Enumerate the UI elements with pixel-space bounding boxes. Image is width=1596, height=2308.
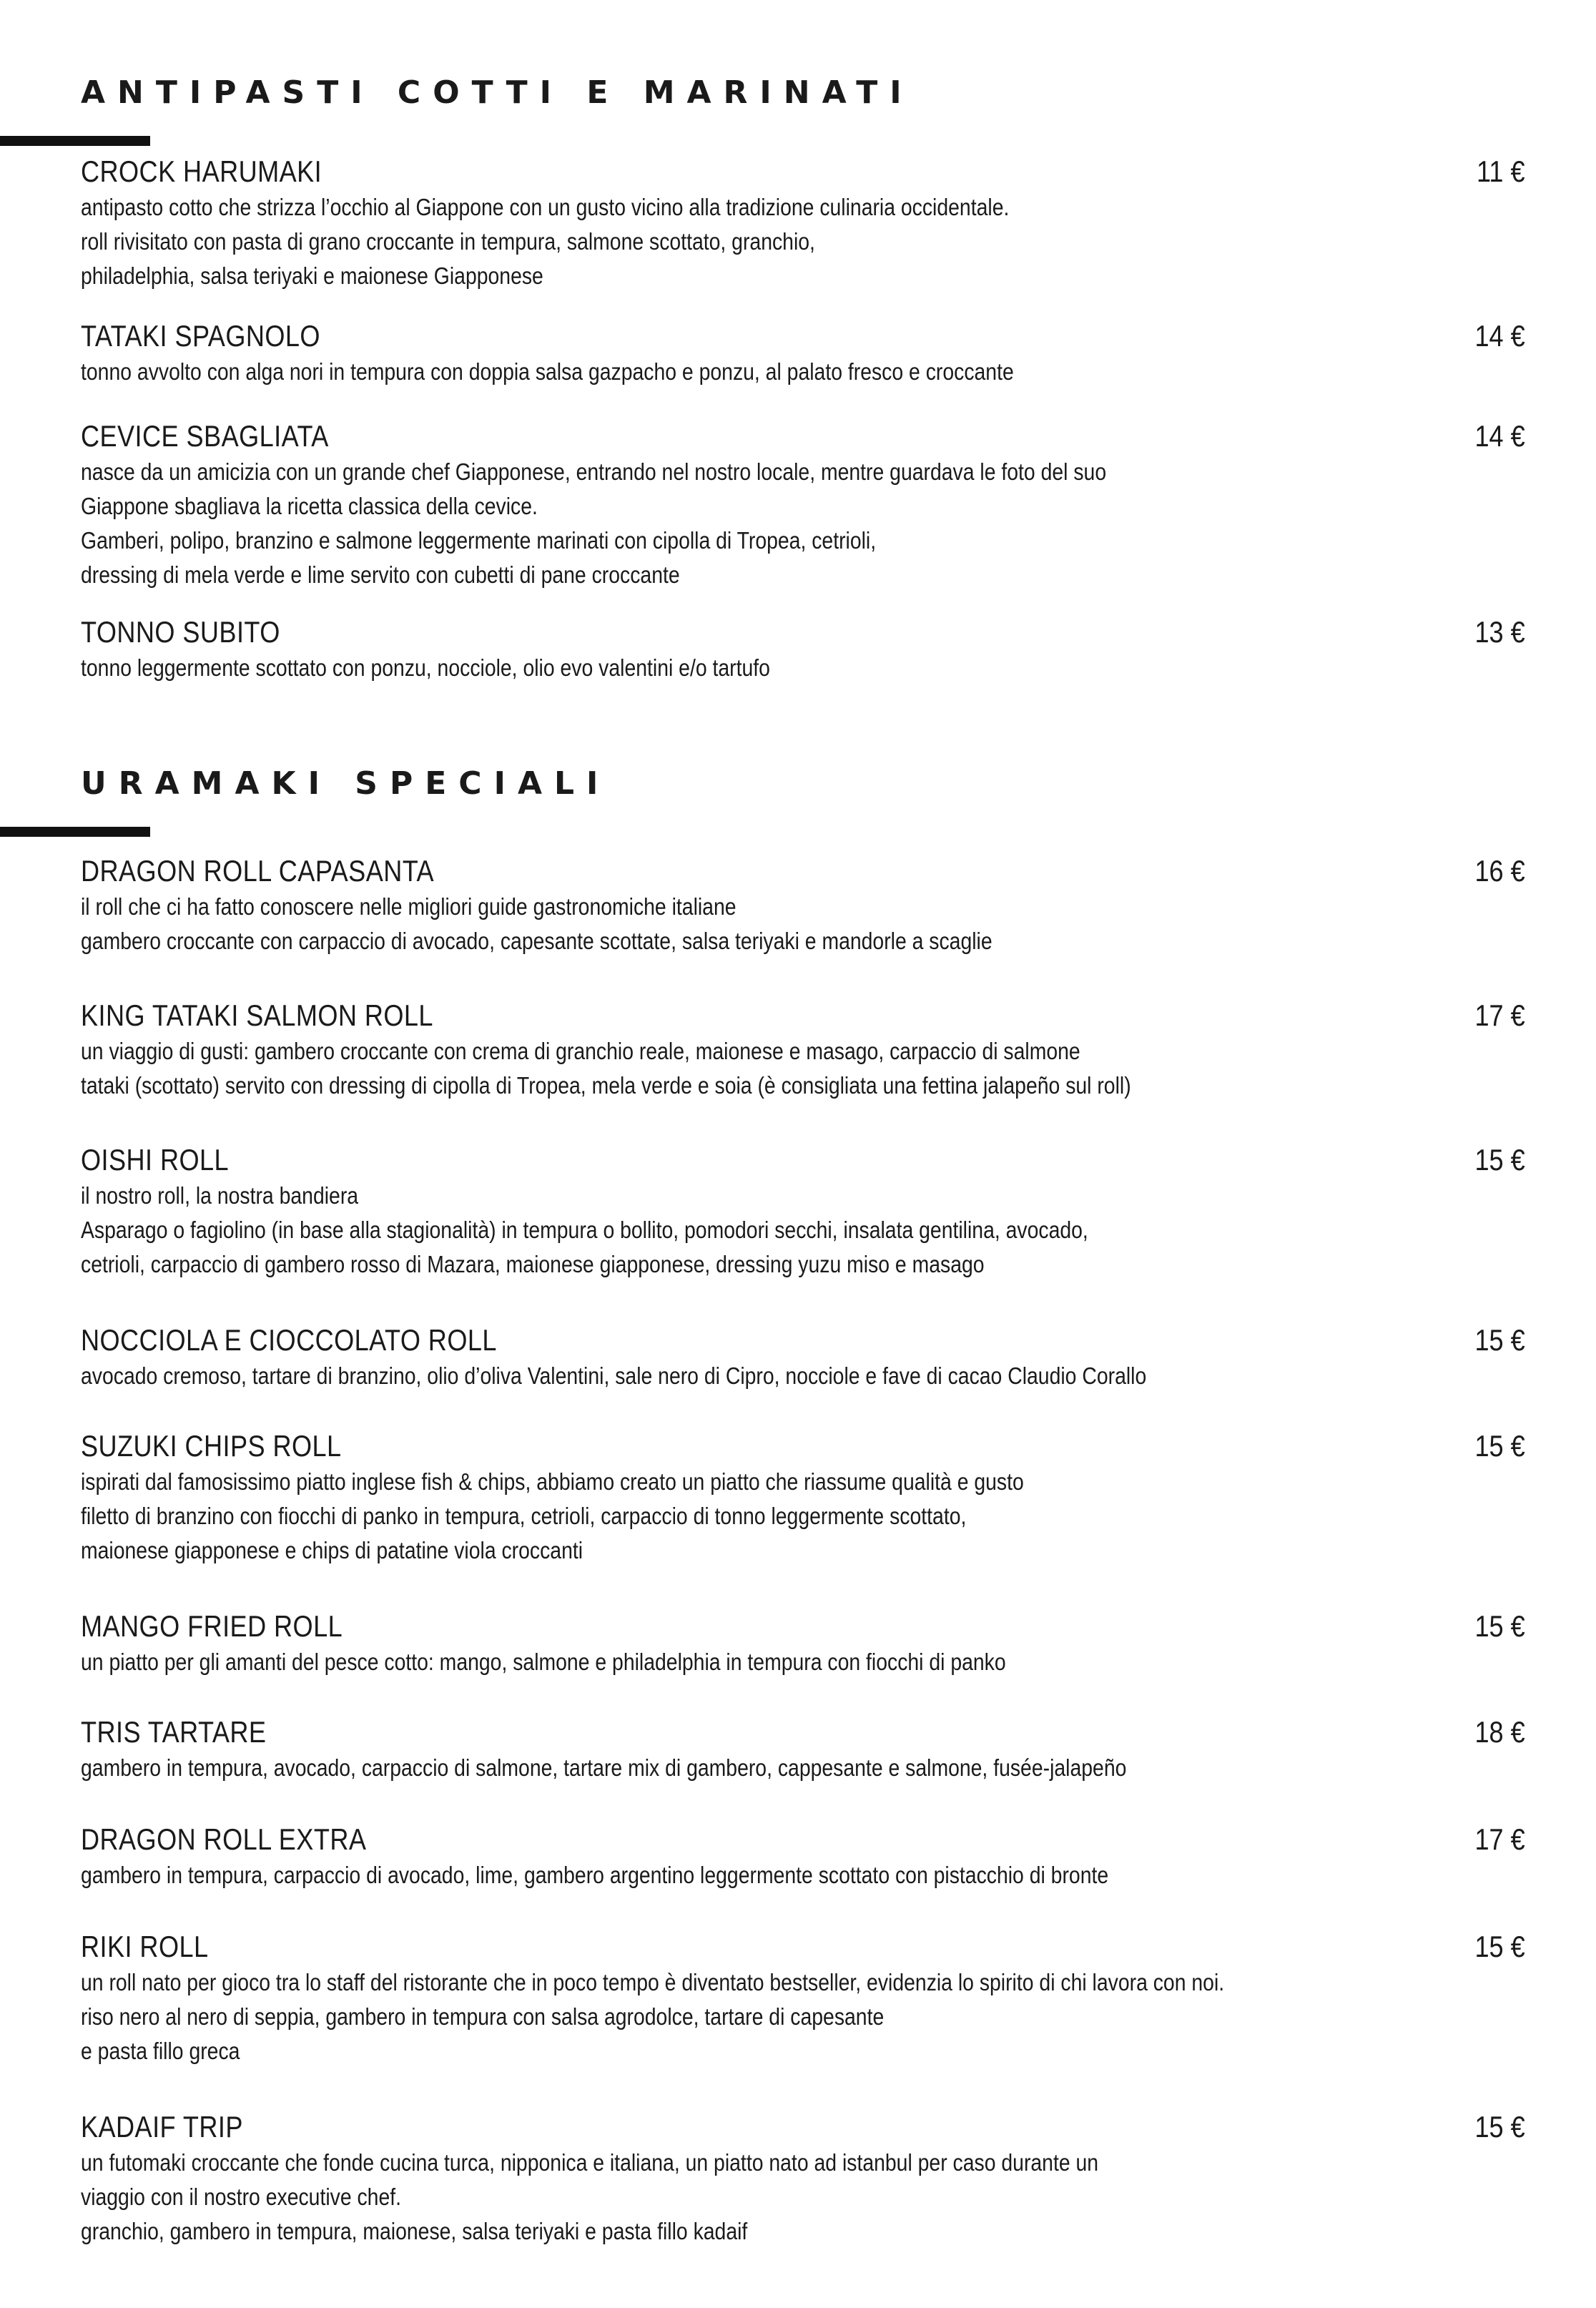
description-line: filetto di branzino con fiocchi di panko in tempura, cetrioli, carpaccio di tonno leggermente scottato, <box>81 1503 967 1529</box>
description-line: il nostro roll, la nostra bandiera <box>81 1182 359 1209</box>
description-line: un viaggio di gusti: gambero croccante con crema di granchio reale, maionese e masago, carpaccio di salmone <box>81 1038 1080 1064</box>
description-line: philadelphia, salsa teriyaki e maionese Giapponese <box>81 262 543 289</box>
item-price: 15 € <box>1474 1143 1525 1177</box>
item-description <box>81 1359 1525 1393</box>
item-name: CEVICE SBAGLIATA <box>81 419 329 453</box>
section-divider-bar <box>0 136 150 146</box>
menu-item-mango-fried-roll <box>81 1608 1525 1679</box>
menu-item-dragon-roll-extra <box>81 1821 1525 1892</box>
description-line: un futomaki croccante che fonde cucina turca, nipponica e italiana, un piatto nato ad istanbul per caso durante un <box>81 2149 1099 2176</box>
description-line: un piatto per gli amanti del pesce cotto: mango, salmone e philadelphia in tempura con fiocchi di panko <box>81 1649 1006 1675</box>
item-name: CROCK HARUMAKI <box>81 154 322 188</box>
item-price: 15 € <box>1474 1323 1525 1357</box>
item-price: 15 € <box>1474 2110 1525 2144</box>
item-name: DRAGON ROLL CAPASANTA <box>81 854 435 888</box>
item-description <box>81 2146 1525 2249</box>
item-price: 17 € <box>1474 1822 1525 1856</box>
menu-item-kadaif-trip <box>81 2108 1525 2249</box>
item-name: NOCCIOLA E CIOCCOLATO ROLL <box>81 1323 497 1357</box>
description-line: antipasto cotto che strizza l’occhio al Giappone con un gusto vicino alla tradizione culinaria occidentale. <box>81 194 1010 220</box>
item-price: 14 € <box>1474 319 1525 353</box>
description-line: maionese giapponese e chips di patatine viola croccanti <box>81 1537 583 1563</box>
description-line: nasce da un amicizia con un grande chef Giapponese, entrando nel nostro locale, mentre guardava le foto del suo <box>81 458 1107 485</box>
menu-item-king-tataki-salmon-roll <box>81 997 1525 1103</box>
item-description <box>81 651 1525 685</box>
menu-item-tris-tartare <box>81 1714 1525 1785</box>
menu-item-nocciola-e-cioccolato-roll <box>81 1322 1525 1393</box>
item-name: DRAGON ROLL EXTRA <box>81 1822 367 1856</box>
item-name: TONNO SUBITO <box>81 615 280 649</box>
item-price: 11 € <box>1477 154 1525 188</box>
section-divider-bar <box>0 827 150 837</box>
item-name: TRIS TARTARE <box>81 1715 267 1749</box>
item-description <box>81 1179 1525 1282</box>
item-price: 15 € <box>1474 1609 1525 1643</box>
description-line: viaggio con il nostro executive chef. <box>81 2184 402 2210</box>
description-line: granchio, gambero in tempura, maionese, salsa teriyaki e pasta fillo kadaif <box>81 2218 748 2244</box>
item-price: 15 € <box>1474 1429 1525 1463</box>
item-description <box>81 890 1525 958</box>
item-price: 18 € <box>1474 1715 1525 1749</box>
item-name: KING TATAKI SALMON ROLL <box>81 998 433 1032</box>
item-name: SUZUKI CHIPS ROLL <box>81 1429 342 1463</box>
menu-item-cevice-sbagliata <box>81 418 1525 592</box>
description-line: e pasta fillo greca <box>81 2038 240 2064</box>
item-price: 17 € <box>1474 998 1525 1032</box>
description-line: Asparago o fagiolino (in base alla stagionalità) in tempura o bollito, pomodori secchi, insalata gentilina, avocado, <box>81 1217 1088 1243</box>
description-line: gambero in tempura, carpaccio di avocado, lime, gambero argentino leggermente scottato con pistacchio di bronte <box>81 1862 1109 1888</box>
item-description <box>81 355 1525 389</box>
item-price: 16 € <box>1474 854 1525 888</box>
description-line: riso nero al nero di seppia, gambero in tempura con salsa agrodolce, tartare di capesante <box>81 2003 885 2030</box>
description-line: Giappone sbagliava la ricetta classica della cevice. <box>81 493 538 519</box>
description-line: Gamberi, polipo, branzino e salmone leggermente marinati con cipolla di Tropea, cetrioli, <box>81 527 877 554</box>
item-price: 15 € <box>1474 1930 1525 1963</box>
item-name: MANGO FRIED ROLL <box>81 1609 343 1643</box>
item-description <box>81 1965 1525 2068</box>
item-name: OISHI ROLL <box>81 1143 230 1177</box>
menu-item-crock-harumaki <box>81 153 1525 293</box>
item-description <box>81 455 1525 592</box>
menu-item-oishi-roll <box>81 1141 1525 1282</box>
item-price: 14 € <box>1474 419 1525 453</box>
item-description <box>81 1858 1525 1892</box>
item-name: TATAKI SPAGNOLO <box>81 319 320 353</box>
menu-item-tataki-spagnolo <box>81 318 1525 389</box>
item-description <box>81 1034 1525 1103</box>
item-description <box>81 190 1525 293</box>
description-line: roll rivisitato con pasta di grano croccante in tempura, salmone scottato, granchio, <box>81 228 815 255</box>
item-price: 13 € <box>1474 615 1525 649</box>
description-line: tonno avvolto con alga nori in tempura con doppia salsa gazpacho e ponzu, al palato fresco e croccante <box>81 358 1014 385</box>
item-name: RIKI ROLL <box>81 1930 209 1963</box>
description-line: gambero in tempura, avocado, carpaccio di salmone, tartare mix di gambero, cappesante e salmone, fusée-jalapeño <box>81 1754 1127 1781</box>
description-line: gambero croccante con carpaccio di avocado, capesante scottate, salsa teriyaki e mandorle a scaglie <box>81 928 992 954</box>
section-title: ANTIPASTI COTTI E MARINATI <box>81 74 914 111</box>
menu-item-tonno-subito <box>81 614 1525 685</box>
description-line: cetrioli, carpaccio di gambero rosso di Mazara, maionese giapponese, dressing yuzu miso e masago <box>81 1251 985 1277</box>
description-line: dressing di mela verde e lime servito con cubetti di pane croccante <box>81 561 680 588</box>
description-line: ispirati dal famosissimo piatto inglese fish & chips, abbiamo creato un piatto che riassume qualità e gusto <box>81 1468 1024 1495</box>
menu-item-riki-roll <box>81 1928 1525 2068</box>
description-line: il roll che ci ha fatto conoscere nelle migliori guide gastronomiche italiane <box>81 893 737 920</box>
menu-item-dragon-roll-capasanta <box>81 853 1525 958</box>
menu-item-suzuki-chips-roll <box>81 1428 1525 1568</box>
item-description <box>81 1645 1525 1679</box>
description-line: un roll nato per gioco tra lo staff del ristorante che in poco tempo è diventato bestseller, evidenzia lo spirito di chi lavora con noi. <box>81 1969 1225 1995</box>
item-name: KADAIF TRIP <box>81 2110 243 2144</box>
description-line: tataki (scottato) servito con dressing di cipolla di Tropea, mela verde e soia (è consigliata una fettina jalapeño sul roll) <box>81 1072 1131 1099</box>
description-line: avocado cremoso, tartare di branzino, olio d’oliva Valentini, sale nero di Cipro, nocciole e fave di cacao Claudio Corallo <box>81 1362 1147 1389</box>
item-description <box>81 1465 1525 1568</box>
section-title: URAMAKI SPECIALI <box>81 765 611 802</box>
description-line: tonno leggermente scottato con ponzu, nocciole, olio evo valentini e/o tartufo <box>81 654 770 681</box>
item-description <box>81 1751 1525 1785</box>
